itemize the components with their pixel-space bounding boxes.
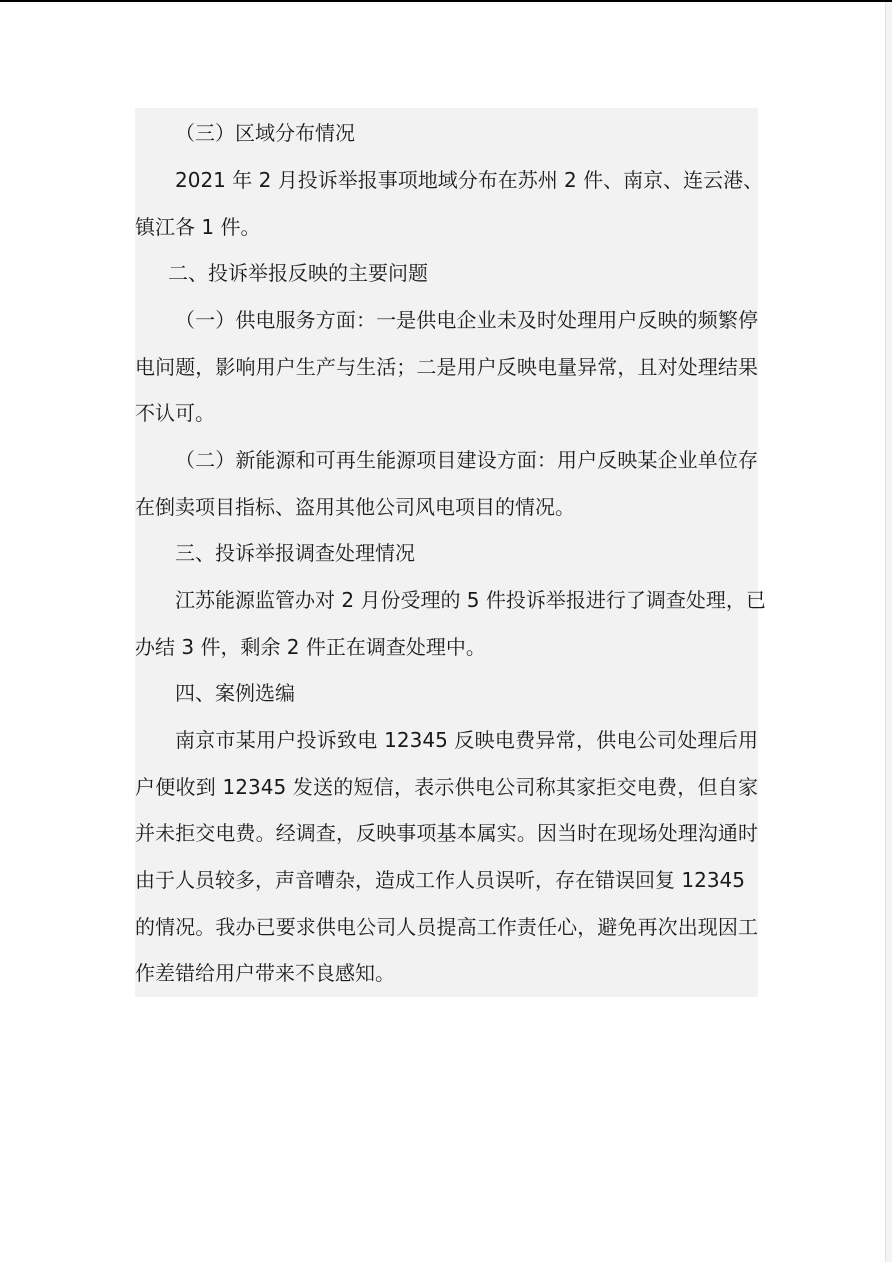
- paragraph-line: 作差错给用户带来不良感知。: [135, 961, 395, 985]
- document-text-block: [135, 108, 766, 997]
- section-heading-main-issues: 二、投诉举报反映的主要问题: [168, 261, 428, 285]
- section-heading-case-selection: 四、案例选编: [175, 681, 295, 705]
- paragraph-line: 镇江各 1 件。: [135, 215, 261, 239]
- paragraph-line: 的情况。我办已要求供电公司人员提高工作责任心，避免再次出现因工: [135, 915, 758, 939]
- page-right-edge: [885, 2, 892, 1262]
- paragraph-line: 并未拒交电费。经调查，反映事项基本属实。因当时在现场处理沟通时: [135, 821, 758, 845]
- page-top-border: [0, 0, 892, 2]
- paragraph-line: 由于人员较多，声音嘈杂，造成工作人员误听，存在错误回复 12345: [135, 868, 745, 892]
- paragraph-line: 不认可。: [135, 401, 215, 425]
- paragraph-line: 在倒卖项目指标、盗用其他公司风电项目的情况。: [135, 495, 575, 519]
- section-heading-investigation: 三、投诉举报调查处理情况: [175, 541, 415, 565]
- paragraph-line: 电问题，影响用户生产与生活；二是用户反映电量异常，且对处理结果: [135, 355, 758, 379]
- section-heading-regional-distribution: （三）区域分布情况: [175, 121, 355, 145]
- paragraph-line: 2021 年 2 月投诉举报事项地域分布在苏州 2 件、南京、连云港、: [175, 168, 764, 192]
- paragraph-line: （二）新能源和可再生能源项目建设方面：用户反映某企业单位存: [175, 448, 758, 472]
- paragraph-line: 江苏能源监管办对 2 月份受理的 5 件投诉举报进行了调查处理，已: [175, 588, 766, 612]
- paragraph-line: 办结 3 件，剩余 2 件正在调查处理中。: [135, 635, 486, 659]
- paragraph-line: 户便收到 12345 发送的短信，表示供电公司称其家拒交电费，但自家: [135, 775, 758, 799]
- paragraph-line: 南京市某用户投诉致电 12345 反映电费异常，供电公司处理后用: [175, 728, 758, 752]
- paragraph-line: （一）供电服务方面：一是供电企业未及时处理用户反映的频繁停: [175, 308, 758, 332]
